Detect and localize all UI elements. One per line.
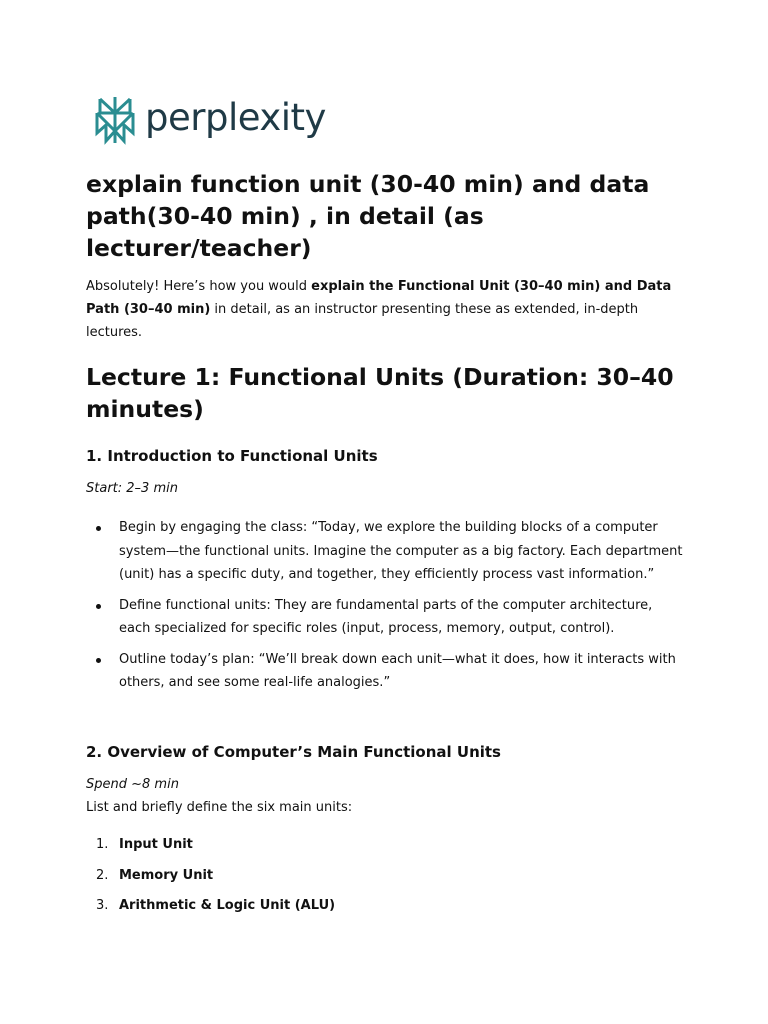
intro-text-1: Absolutely! Here’s how you would <box>86 279 312 294</box>
unit-label: Arithmetic & Logic Unit (ALU) <box>119 898 336 913</box>
unit-label: Memory Unit <box>119 867 214 883</box>
unit-label: Input Unit <box>119 837 193 852</box>
functional-units-list <box>86 835 686 927</box>
intro-paragraph <box>86 275 686 344</box>
perplexity-logo <box>94 94 326 146</box>
list-item <box>86 516 686 587</box>
section-2-title: 2. Overview of Computer’s Main Functional Units <box>86 743 501 761</box>
list-item <box>86 648 686 695</box>
bullet-text: Outline today’s plan: “We’ll break down each unit—what it does, how it interacts with others, and see some real-life analogies.” <box>119 651 676 690</box>
intro-bold: explain the Functional Unit (30–40 min) and Data Path (30–40 min) <box>86 279 672 317</box>
list-item <box>86 896 686 916</box>
list-number: 3. <box>96 898 109 913</box>
section-2-lead: List and briefly define the six main units: <box>86 800 353 815</box>
intro-text-2: in detail, as an instructor presenting these as extended, in-depth lectures. <box>86 302 639 340</box>
perplexity-wordmark: perplexity <box>145 95 326 139</box>
perplexity-logo-icon <box>94 95 136 145</box>
section-1-bullets <box>86 516 686 702</box>
lecture-1-title: Lecture 1: Functional Units (Duration: 30–40 minutes) <box>86 363 674 423</box>
question-title: explain function unit (30-40 min) and data path(30-40 min) , in detail (as lecturer/teacher) <box>86 170 650 262</box>
section-1-timing: Start: 2–3 min <box>86 481 178 496</box>
list-item <box>86 594 686 641</box>
list-item <box>86 835 686 855</box>
bullet-text: Define functional units: They are fundamental parts of the computer architecture, each specialized for specific roles (input, process, memory, output, control). <box>119 597 653 636</box>
section-2-timing: Spend ~8 min <box>86 777 179 792</box>
bullet-icon <box>96 604 101 609</box>
section-1-title: 1. Introduction to Functional Units <box>86 447 378 465</box>
list-number: 2. <box>96 867 109 883</box>
bullet-text: Begin by engaging the class: “Today, we explore the building blocks of a computer system—the functional units. Imagine the computer as a big factory. Each department (unit) has a specific duty, and together, they efficiently process vast information.” <box>119 520 683 582</box>
list-number: 1. <box>96 837 109 852</box>
bullet-icon <box>96 658 101 663</box>
bullet-icon <box>96 526 101 531</box>
list-item <box>86 866 686 886</box>
